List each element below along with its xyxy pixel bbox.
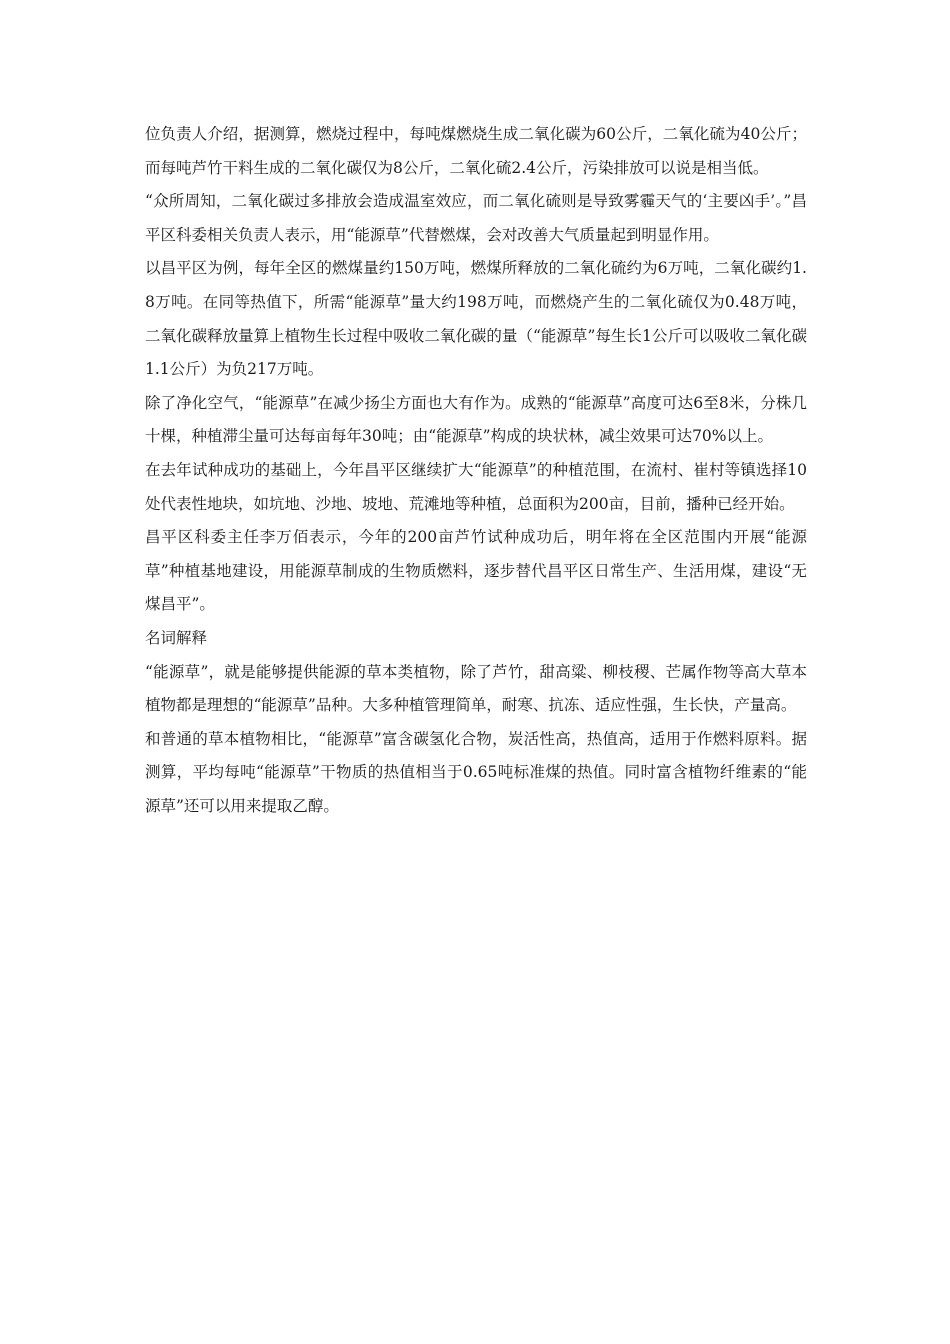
paragraph-changping-example: 以昌平区为例，每年全区的燃煤量约150万吨，燃煤所释放的二氧化硫约为6万吨，二氧化碳约1.8万吨。在同等热值下，所需“能源草”量大约198万吨，而燃烧产生的二氧化硫仅为0.48万吨，二氧化碳释放量算上植物生长过程中吸收二氧化碳的量（“能源草”每生长1公斤可以吸收二氧化碳1.1公斤）为负217万吨。	[145, 259, 807, 379]
section-heading-glossary: 名词解释	[145, 628, 208, 647]
paragraph-energy-grass-properties: 和普通的草本植物相比，“能源草”富含碳氢化合物，炭活性高，热值高，适用于作燃料原料。据测算，平均每吨“能源草”干物质的热值相当于0.65吨标准煤的热值。同时富含植物纤维素的“能源草”还可以用来提取乙醇。	[145, 729, 807, 815]
paragraph-future-plan: 昌平区科委主任李万佰表示，今年的200亩芦竹试种成功后，明年将在全区范围内开展“能源草”种植基地建设，用能源草制成的生物质燃料，逐步替代昌平区日常生产、生活用煤，建设“无煤昌平”。	[145, 528, 807, 614]
paragraph-energy-grass-definition: “能源草”，就是能够提供能源的草本类植物，除了芦竹，甜高粱、柳枝稷、芒属作物等高大草本植物都是理想的“能源草”品种。大多种植管理简单，耐寒、抗冻、适应性强，生长快，产量高。	[145, 662, 807, 715]
paragraph-dust-reduction: 除了净化空气，“能源草”在减少扬尘方面也大有作为。成熟的“能源草”高度可达6至8米，分株几十棵，种植滞尘量可达每亩每年30吨；由“能源草”构成的块状林，减尘效果可达70%以上。	[145, 393, 807, 446]
paragraph-planting-expansion: 在去年试种成功的基础上，今年昌平区继续扩大“能源草”的种植范围，在流村、崔村等镇选择10处代表性地块，如坑地、沙地、坡地、荒滩地等种植，总面积为200亩，目前，播种已经开始。	[145, 460, 807, 513]
paragraph-emission-figures: 位负责人介绍，据测算，燃烧过程中，每吨煤燃烧生成二氧化碳为60公斤，二氧化硫为40公斤；而每吨芦竹干料生成的二氧化碳仅为8公斤，二氧化硫2.4公斤，污染排放可以说是相当低。	[145, 125, 807, 177]
paragraph-greenhouse-quote: “众所周知，二氧化碳过多排放会造成温室效应，而二氧化硫则是导致雾霾天气的‘主要凶手’。”昌平区科委相关负责人表示，用“能源草”代替燃煤，会对改善大气质量起到明显作用。	[145, 192, 807, 244]
document-body	[145, 118, 807, 823]
